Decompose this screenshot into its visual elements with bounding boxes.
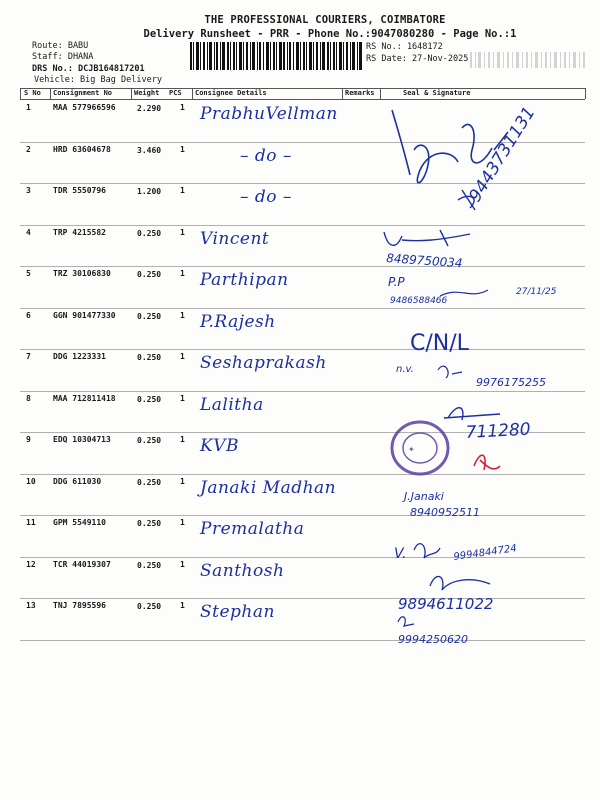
row-pcs: 1 <box>180 227 185 237</box>
row-sno: 3 <box>26 186 31 195</box>
svg-text:✦: ✦ <box>408 445 415 454</box>
column-divider <box>585 88 586 99</box>
company-title: THE PROFESSIONAL COURIERS, COIMBATORE <box>204 14 446 26</box>
row-consignment-no: HRD 63604678 <box>53 144 111 154</box>
signature-scribble-row5 <box>440 290 488 296</box>
row-sno: 1 <box>26 103 31 112</box>
row-consignment-no: TRZ 30106830 <box>53 269 111 278</box>
row-weight: 1.200 <box>137 187 162 196</box>
header-pcs: PCS <box>169 89 182 97</box>
row-weight: 0.250 <box>137 228 162 238</box>
row-divider <box>20 515 585 516</box>
rs-number: RS No.: 1648172 <box>366 42 443 52</box>
signature-scribble-row4 <box>384 230 470 246</box>
sig-date-row5: 27/11/25 <box>516 287 557 297</box>
row-sno: 10 <box>26 476 36 486</box>
row-weight: 0.250 <box>137 270 162 279</box>
row-consignee-name: – do – <box>240 145 292 166</box>
row-pcs: 1 <box>180 310 185 320</box>
row-consignee-name: Stephan <box>200 602 275 622</box>
row-consignee-name: Santhosh <box>200 560 285 581</box>
company-stamp <box>392 422 448 474</box>
route-label: Route: BABU <box>32 41 89 51</box>
sig-phone-row7: 9976175255 <box>476 376 546 389</box>
sig-mark-row7: n.v. <box>396 364 414 375</box>
drs-number: DRS No.: DCJB164817201 <box>32 64 145 74</box>
row-consignee-name: PrabhuVellman <box>200 104 338 124</box>
table-header-bottom-rule <box>20 99 585 100</box>
row-sno: 2 <box>26 144 31 154</box>
row-divider <box>20 474 585 475</box>
header-seal-signature: Seal & Signature <box>403 89 471 97</box>
row-divider <box>20 557 585 558</box>
signature-scribble-row13 <box>398 617 414 626</box>
column-divider <box>192 88 193 99</box>
row-weight: 0.250 <box>137 353 162 362</box>
row-divider <box>20 432 585 433</box>
header-consignee: Consignee Details <box>195 89 267 97</box>
row-sno: 7 <box>26 352 31 361</box>
row-sno: 11 <box>26 518 36 527</box>
column-divider <box>131 88 132 99</box>
sig-phone-row4: 8489750034 <box>385 251 463 271</box>
row-consignee-name: P.Rajesh <box>200 311 276 332</box>
row-pcs: 1 <box>180 601 185 610</box>
row-pcs: 1 <box>180 435 185 444</box>
row-sno: 8 <box>26 393 31 403</box>
row-consignment-no: TDR 5550796 <box>53 186 106 195</box>
row-pcs: 1 <box>180 352 185 361</box>
row-consignee-name: Parthipan <box>200 270 289 290</box>
row-consignee-name: Seshaprakash <box>200 353 327 373</box>
sig-number-row8: 711280 <box>465 419 532 443</box>
signature-scribble-2 <box>458 190 475 210</box>
row-consignment-no: MAA 712811418 <box>53 393 116 403</box>
row-consignee-name: Premalatha <box>200 519 305 539</box>
sig-phone-row12: 9894611022 <box>398 595 494 613</box>
column-divider <box>380 88 381 99</box>
sig-mark-row11: V. <box>394 546 407 562</box>
row-weight: 0.250 <box>137 477 162 487</box>
row-pcs: 1 <box>180 144 185 154</box>
row-consignee-name: Vincent <box>200 228 270 249</box>
row-weight: 0.250 <box>137 519 162 528</box>
row-sno: 9 <box>26 435 31 444</box>
header-weight: Weight <box>134 89 160 97</box>
header-remarks: Remarks <box>345 89 375 97</box>
row-sno: 12 <box>26 559 36 569</box>
row-consignee-name: Janaki Madhan <box>200 477 337 498</box>
row-sno: 4 <box>26 227 31 237</box>
row-consignee-name: Lalitha <box>200 394 264 415</box>
sig-initials-row5: P.P <box>388 275 405 289</box>
vehicle-label: Vehicle: Big Bag Delivery <box>34 75 162 85</box>
row-weight: 0.250 <box>137 560 162 570</box>
row-consignment-no: DDG 1223331 <box>53 352 106 361</box>
row-sno: 13 <box>26 601 36 610</box>
signature-scribble-row8 <box>444 408 500 420</box>
signature-scribble-row12 <box>430 576 490 590</box>
row-divider <box>20 183 585 184</box>
rs-date: RS Date: 27-Nov-2025 <box>366 54 469 64</box>
runsheet-subtitle: Delivery Runsheet - PRR - Phone No.:9047080280 - Page No.:1 <box>143 28 517 40</box>
sig-phone-row1: 9443731131 <box>465 103 540 206</box>
column-divider <box>20 88 21 99</box>
row-pcs: 1 <box>180 103 185 112</box>
signature-scribble-row7 <box>438 366 462 378</box>
row-consignee-name: – do – <box>240 187 292 207</box>
row-consignment-no: DDG 611030 <box>53 476 102 486</box>
row-weight: 0.250 <box>137 436 162 445</box>
header-sno: S No <box>24 89 41 97</box>
row-divider <box>20 142 585 143</box>
row-sno: 5 <box>26 269 31 278</box>
row-divider <box>20 225 585 226</box>
row-weight: 3.460 <box>137 145 162 155</box>
sig-phone-row5: 9486588466 <box>390 296 448 306</box>
row-pcs: 1 <box>180 186 185 195</box>
staff-label: Staff: DHANA <box>32 52 94 62</box>
row-pcs: 1 <box>180 476 185 486</box>
column-divider <box>342 88 343 99</box>
row-consignment-no: TCR 44019307 <box>53 559 111 569</box>
row-consignment-no: GPM 5549110 <box>53 518 106 527</box>
row-weight: 0.250 <box>137 311 162 321</box>
row-weight: 0.250 <box>137 394 162 404</box>
sig-phone-row10: 8940952511 <box>410 506 480 519</box>
row-pcs: 1 <box>180 518 185 527</box>
sig-phone-row11: 9994844724 <box>452 543 518 563</box>
row-divider <box>20 308 585 309</box>
row-pcs: 1 <box>180 559 185 569</box>
row-pcs: 1 <box>180 269 185 278</box>
sig-note-row6: C/N/L <box>410 331 469 356</box>
column-divider <box>50 88 51 99</box>
faint-barcode-image <box>470 52 588 68</box>
row-consignment-no: GGN 901477330 <box>53 310 116 320</box>
row-consignee-name: KVB <box>200 436 239 456</box>
row-weight: 2.290 <box>137 104 162 113</box>
row-consignment-no: EDQ 10304713 <box>53 435 111 444</box>
header-consignment: Consignment No <box>53 89 113 97</box>
barcode-image <box>190 42 362 70</box>
row-pcs: 1 <box>180 393 185 403</box>
sig-name-row10: J.Janaki <box>404 490 444 503</box>
row-divider <box>20 640 585 641</box>
row-divider <box>20 391 585 392</box>
row-weight: 0.250 <box>137 602 162 611</box>
red-ink-mark <box>474 455 500 470</box>
row-divider <box>20 266 585 267</box>
row-consignment-no: TNJ 7895596 <box>53 601 106 610</box>
row-sno: 6 <box>26 310 31 320</box>
row-consignment-no: MAA 577966596 <box>53 103 116 112</box>
row-divider <box>20 349 585 350</box>
sig-phone-row13: 9994250620 <box>398 633 468 646</box>
row-divider <box>20 598 585 599</box>
signature-scribble-1 <box>392 110 508 183</box>
row-consignment-no: TRP 4215582 <box>53 227 106 237</box>
